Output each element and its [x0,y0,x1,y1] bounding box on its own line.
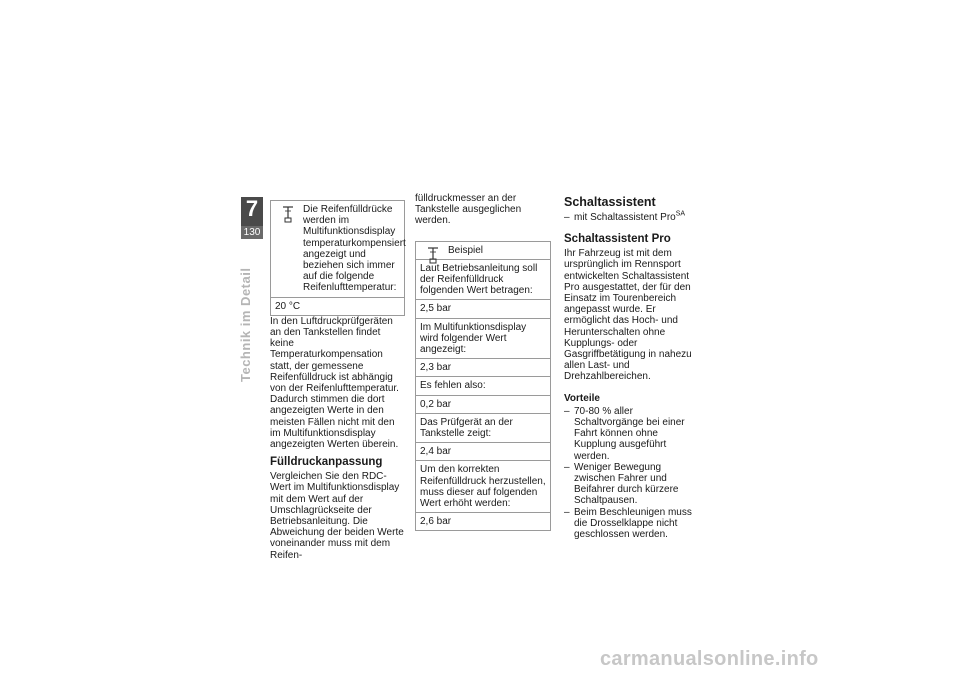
option-text: mit Schaltassistent Pro [574,212,676,223]
note-box [270,200,405,316]
chapter-number: 7 [245,196,259,221]
example-row: 2,3 bar [416,358,550,376]
option-sup: SA [675,210,686,218]
pressure-gauge-icon [426,246,440,266]
column-3 [564,193,700,540]
example-row: Das Prüfgerät an der Tankstelle zeigt: [416,413,550,442]
advantage-item: – 70-80 % aller Schaltvorgänge bei einer Fahrt können ohne Kupplung ausgeführt werden. [564,406,700,462]
paragraph-continued: fülldruckmesser an der Tankstelle ausgeglichen werden. [415,193,522,227]
side-chapter-title: Technik im Detail [238,267,253,382]
column-1 [270,200,405,561]
heading-fuelldruckanpassung: Fülldruckanpassung [270,456,383,469]
example-row: Laut Betriebsanleitung soll der Reifenfülldruck folgenden Wert betragen: [416,259,550,300]
example-row: 2,5 bar [416,299,550,317]
note-value: 20 °C [271,297,404,315]
advantage-item: – Weniger Bewegung zwischen Fahrer und Beifahrer durch kürzere Schaltpausen. [564,462,700,507]
heading-schaltassistent-pro: Schaltassistent Pro [564,233,671,246]
page-number: 130 [241,226,263,239]
example-row: Im Multifunktionsdisplay wird folgender Wert angezeigt: [416,318,550,359]
example-row: Um den korrekten Reifenfülldruck herzustellen, muss dieser auf folgenden Wert erhöht werden: [416,460,550,512]
heading-vorteile: Vorteile [564,392,600,404]
paragraph-temperature: In den Luftdruckprüfgeräten an den Tankstellen findet keine Temperaturkompensation statt, der gemessene Reifenfülldruck ist abhängig von der Reifenlufttemperatur. Dadurch stimmen die dort angezeigten Werte in den meisten Fällen nicht mit den im Multifunktionsdisplay angezeigten Werten überein. [270,315,399,451]
note-header [271,201,404,297]
example-row: 2,6 bar [416,512,550,530]
column-2 [415,193,551,531]
paragraph-schaltassistent: Ihr Fahrzeug ist mit dem ursprünglich im Rennsport entwickelten Schaltassistent Pro ausgestattet, der für den Einsatz im Tourenbereich angepasst wurde. Er ermöglicht das Hoch- und Herunterschalten ohne Kupplungs- oder Gasgriffbetätigung in nahezu allen Last- und Drehzahlbereichen. [564,248,692,383]
example-row: Es fehlen also: [416,376,550,394]
example-label: Beispiel [448,244,484,256]
example-row: 2,4 bar [416,442,550,460]
pressure-gauge-icon [281,205,295,225]
example-box [415,241,551,532]
watermark: carmanualsonline.info [600,648,819,670]
advantage-item: – Beim Beschleunigen muss die Drosselklappe nicht geschlossen werden. [564,507,700,541]
example-header [416,242,550,259]
paragraph-rdc-compare: Vergleichen Sie den RDC-Wert im Multifunktionsdisplay mit dem Wert auf der Umschlagrückseite der Betriebsanleitung. Die Abweichung der beiden Werte voneinander muss mit dem Reifen- [270,471,404,561]
option-line [564,212,700,223]
note-text: Die Reifenfülldrücke werden im Multifunktionsdisplay temperaturkompensiert angezeigt und beziehen sich immer auf die folgende Reifenlufttemperatur: [303,204,406,294]
heading-schaltassistent: Schaltassistent [564,195,656,209]
example-row: 0,2 bar [416,395,550,413]
